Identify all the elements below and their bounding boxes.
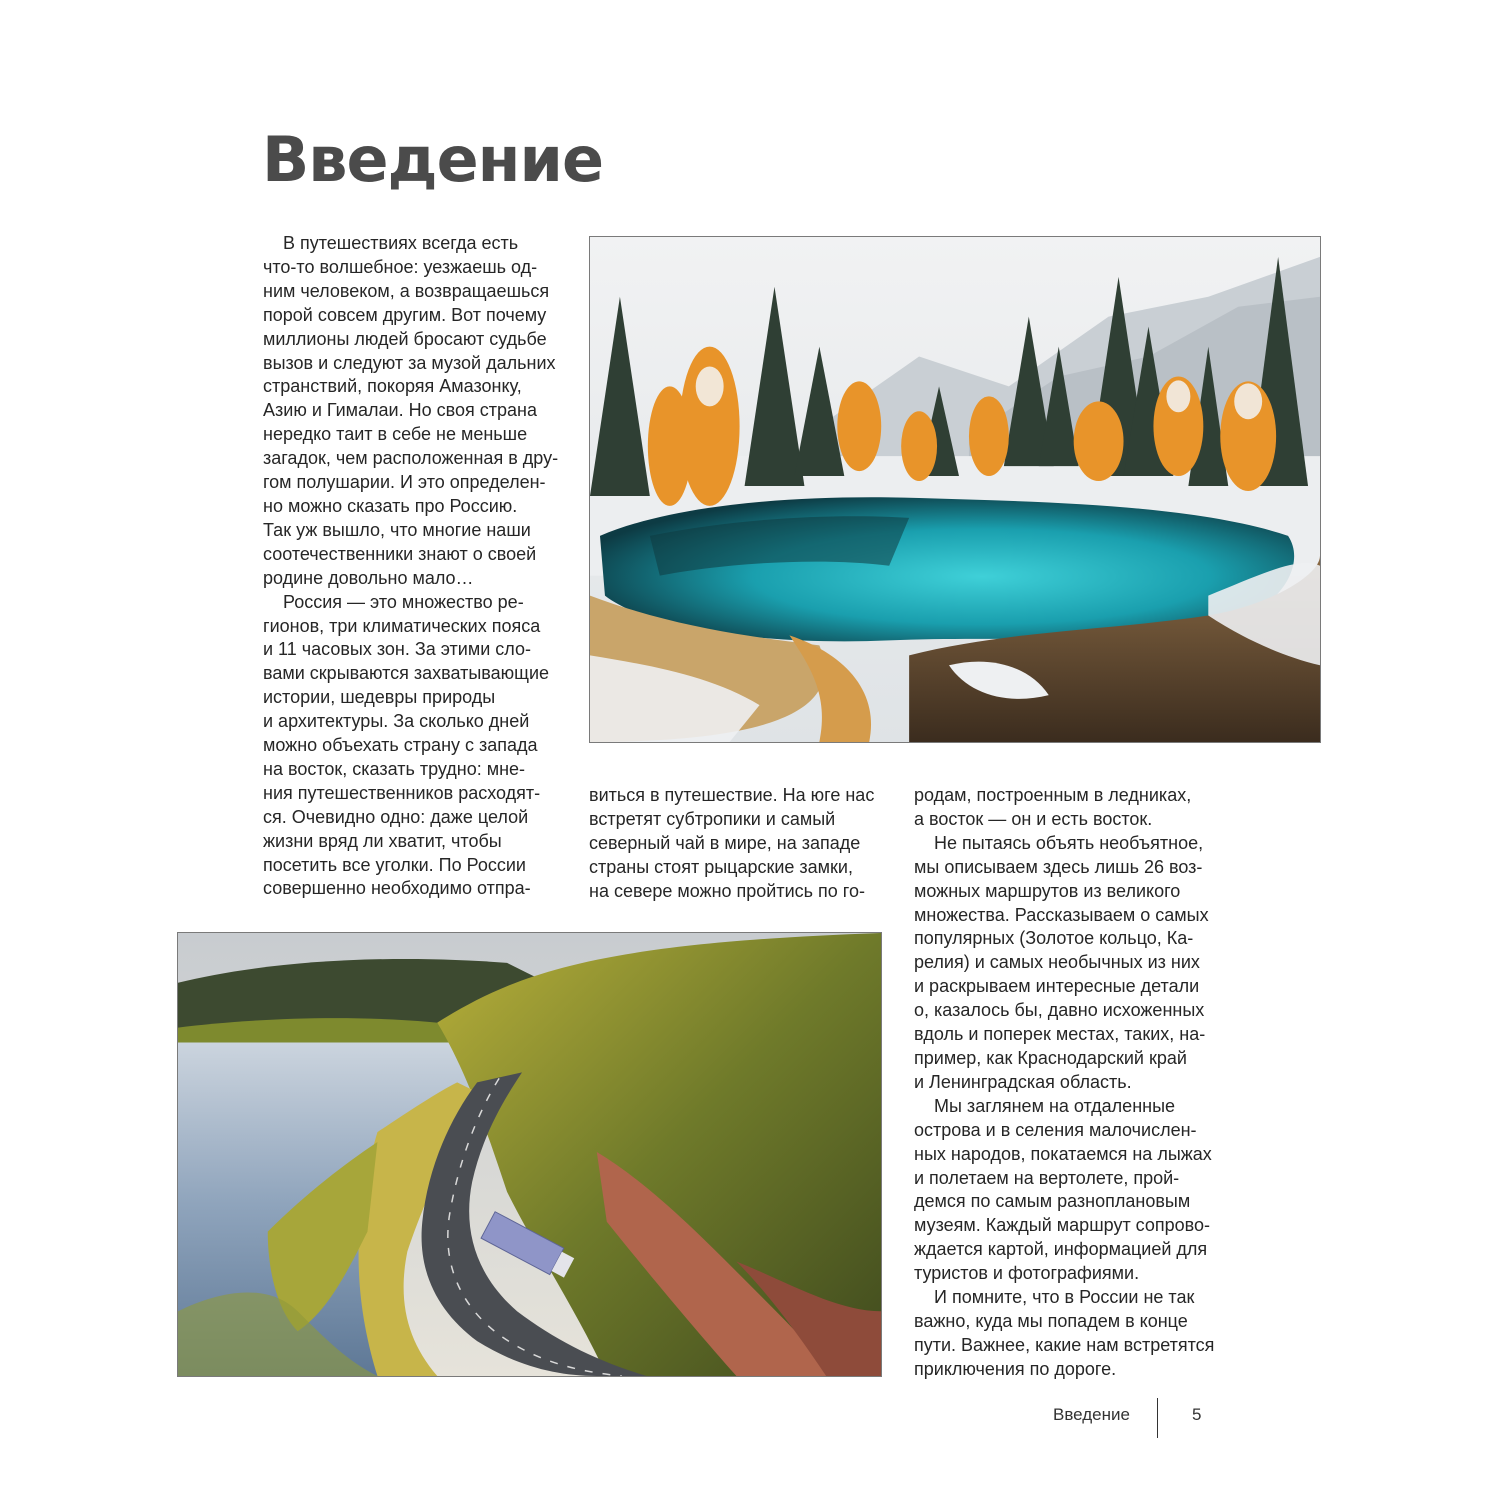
text-line: о, казалось бы, давно исхоженных	[914, 1000, 1205, 1021]
text-line: жизни вряд ли хватит, чтобы	[263, 830, 502, 851]
text-line: но можно сказать про Россию.	[263, 495, 518, 516]
text-column-3	[914, 784, 1214, 1382]
text-line: можных маршрутов из великого	[914, 880, 1181, 901]
text-line: и полетаем на вертолете, прой-	[914, 1167, 1180, 1188]
text-line: северный чай в мире, на западе	[589, 832, 861, 853]
text-line: встретят субтропики и самый	[589, 808, 836, 829]
text-line: важно, куда мы попадем в конце	[914, 1310, 1188, 1331]
text-line: нередко таит в себе не меньше	[263, 424, 528, 445]
text-line: Так уж вышло, что многие наши	[263, 519, 531, 540]
blue-lake-illustration	[590, 237, 1320, 742]
text-line: истории, шедевры природы	[263, 687, 496, 708]
page-title: Введение	[262, 123, 603, 196]
text-line: мы описываем здесь лишь 26 воз-	[914, 856, 1203, 877]
text-line: Россия — это множество ре-	[263, 591, 524, 612]
footer-divider	[1157, 1398, 1158, 1438]
text-line: Не пытаясь объять необъятное,	[914, 832, 1204, 853]
text-line: вдоль и поперек местах, таких, на-	[914, 1024, 1206, 1045]
text-line: ных народов, покатаемся на лыжах	[914, 1143, 1212, 1164]
text-line: загадок, чем расположенная в дру-	[263, 448, 559, 469]
text-line: ся. Очевидно одно: даже целой	[263, 806, 529, 827]
text-line: вами скрываются захватывающие	[263, 663, 550, 684]
text-line: страны стоят рыцарские замки,	[589, 856, 853, 877]
text-line: а восток — он и есть восток.	[914, 808, 1153, 829]
text-line: и 11 часовых зон. За этими сло-	[263, 639, 531, 660]
text-line: пример, как Краснодарский край	[914, 1047, 1187, 1068]
text-line: и Ленинградская область.	[914, 1071, 1132, 1092]
text-line: соотечественники знают о своей	[263, 543, 537, 564]
text-line: и раскрываем интересные детали	[914, 976, 1200, 997]
text-line: ним человеком, а возвращаешься	[263, 280, 550, 301]
text-line: демся по самым разноплановым	[914, 1191, 1191, 1212]
text-line: И помните, что в России не так	[914, 1287, 1195, 1308]
photo-forest-road	[177, 932, 882, 1377]
text-line: виться в путешествие. На юге нас	[589, 785, 875, 805]
text-line: родине довольно мало…	[263, 567, 474, 588]
text-line: Мы заглянем на отдаленные	[914, 1095, 1176, 1116]
text-line: пути. Важнее, какие нам встретятся	[914, 1334, 1215, 1355]
text-column-1	[263, 232, 558, 901]
text-line: на восток, сказать трудно: мне-	[263, 758, 526, 779]
text-line: острова и в селения малочислен-	[914, 1119, 1197, 1140]
text-line: вызов и следуют за музой дальних	[263, 352, 556, 373]
footer-section-label: Введение	[1053, 1405, 1130, 1424]
text-line: и архитектуры. За сколько дней	[263, 711, 530, 732]
photo-blue-lake	[589, 236, 1321, 743]
forest-road-illustration	[178, 933, 881, 1376]
text-line: совершенно необходимо отпра-	[263, 878, 531, 899]
text-line: миллионы людей бросают судьбе	[263, 328, 547, 349]
text-line: странствий, покоряя Амазонку,	[263, 376, 522, 397]
text-line: релия) и самых необычных из них	[914, 952, 1200, 973]
text-line: приключения по дороге.	[914, 1358, 1117, 1379]
text-line: популярных (Золотое кольцо, Ка-	[914, 928, 1194, 949]
text-line: порой совсем другим. Вот почему	[263, 304, 547, 325]
text-column-2	[589, 784, 874, 904]
text-line: гионов, три климатических пояса	[263, 615, 541, 636]
text-line: музеям. Каждый маршрут сопрово-	[914, 1215, 1211, 1236]
text-line: туристов и фотографиями.	[914, 1263, 1140, 1284]
page-number: 5	[1192, 1405, 1202, 1424]
text-line: родам, построенным в ледниках,	[914, 785, 1192, 805]
text-line: гом полушарии. И это определен-	[263, 472, 546, 493]
text-line: ждается картой, информацией для	[914, 1239, 1208, 1260]
text-line: В путешествиях всегда есть	[263, 233, 519, 253]
text-line: ния путешественников расходят-	[263, 782, 541, 803]
text-line: Азию и Гималаи. Но своя страна	[263, 400, 537, 421]
text-line: что-то волшебное: уезжаешь од-	[263, 256, 538, 277]
text-line: на севере можно пройтись по го-	[589, 880, 865, 901]
text-line: посетить все уголки. По России	[263, 854, 526, 875]
text-line: можно объехать страну с запада	[263, 735, 538, 756]
text-line: множества. Рассказываем о самых	[914, 904, 1209, 925]
